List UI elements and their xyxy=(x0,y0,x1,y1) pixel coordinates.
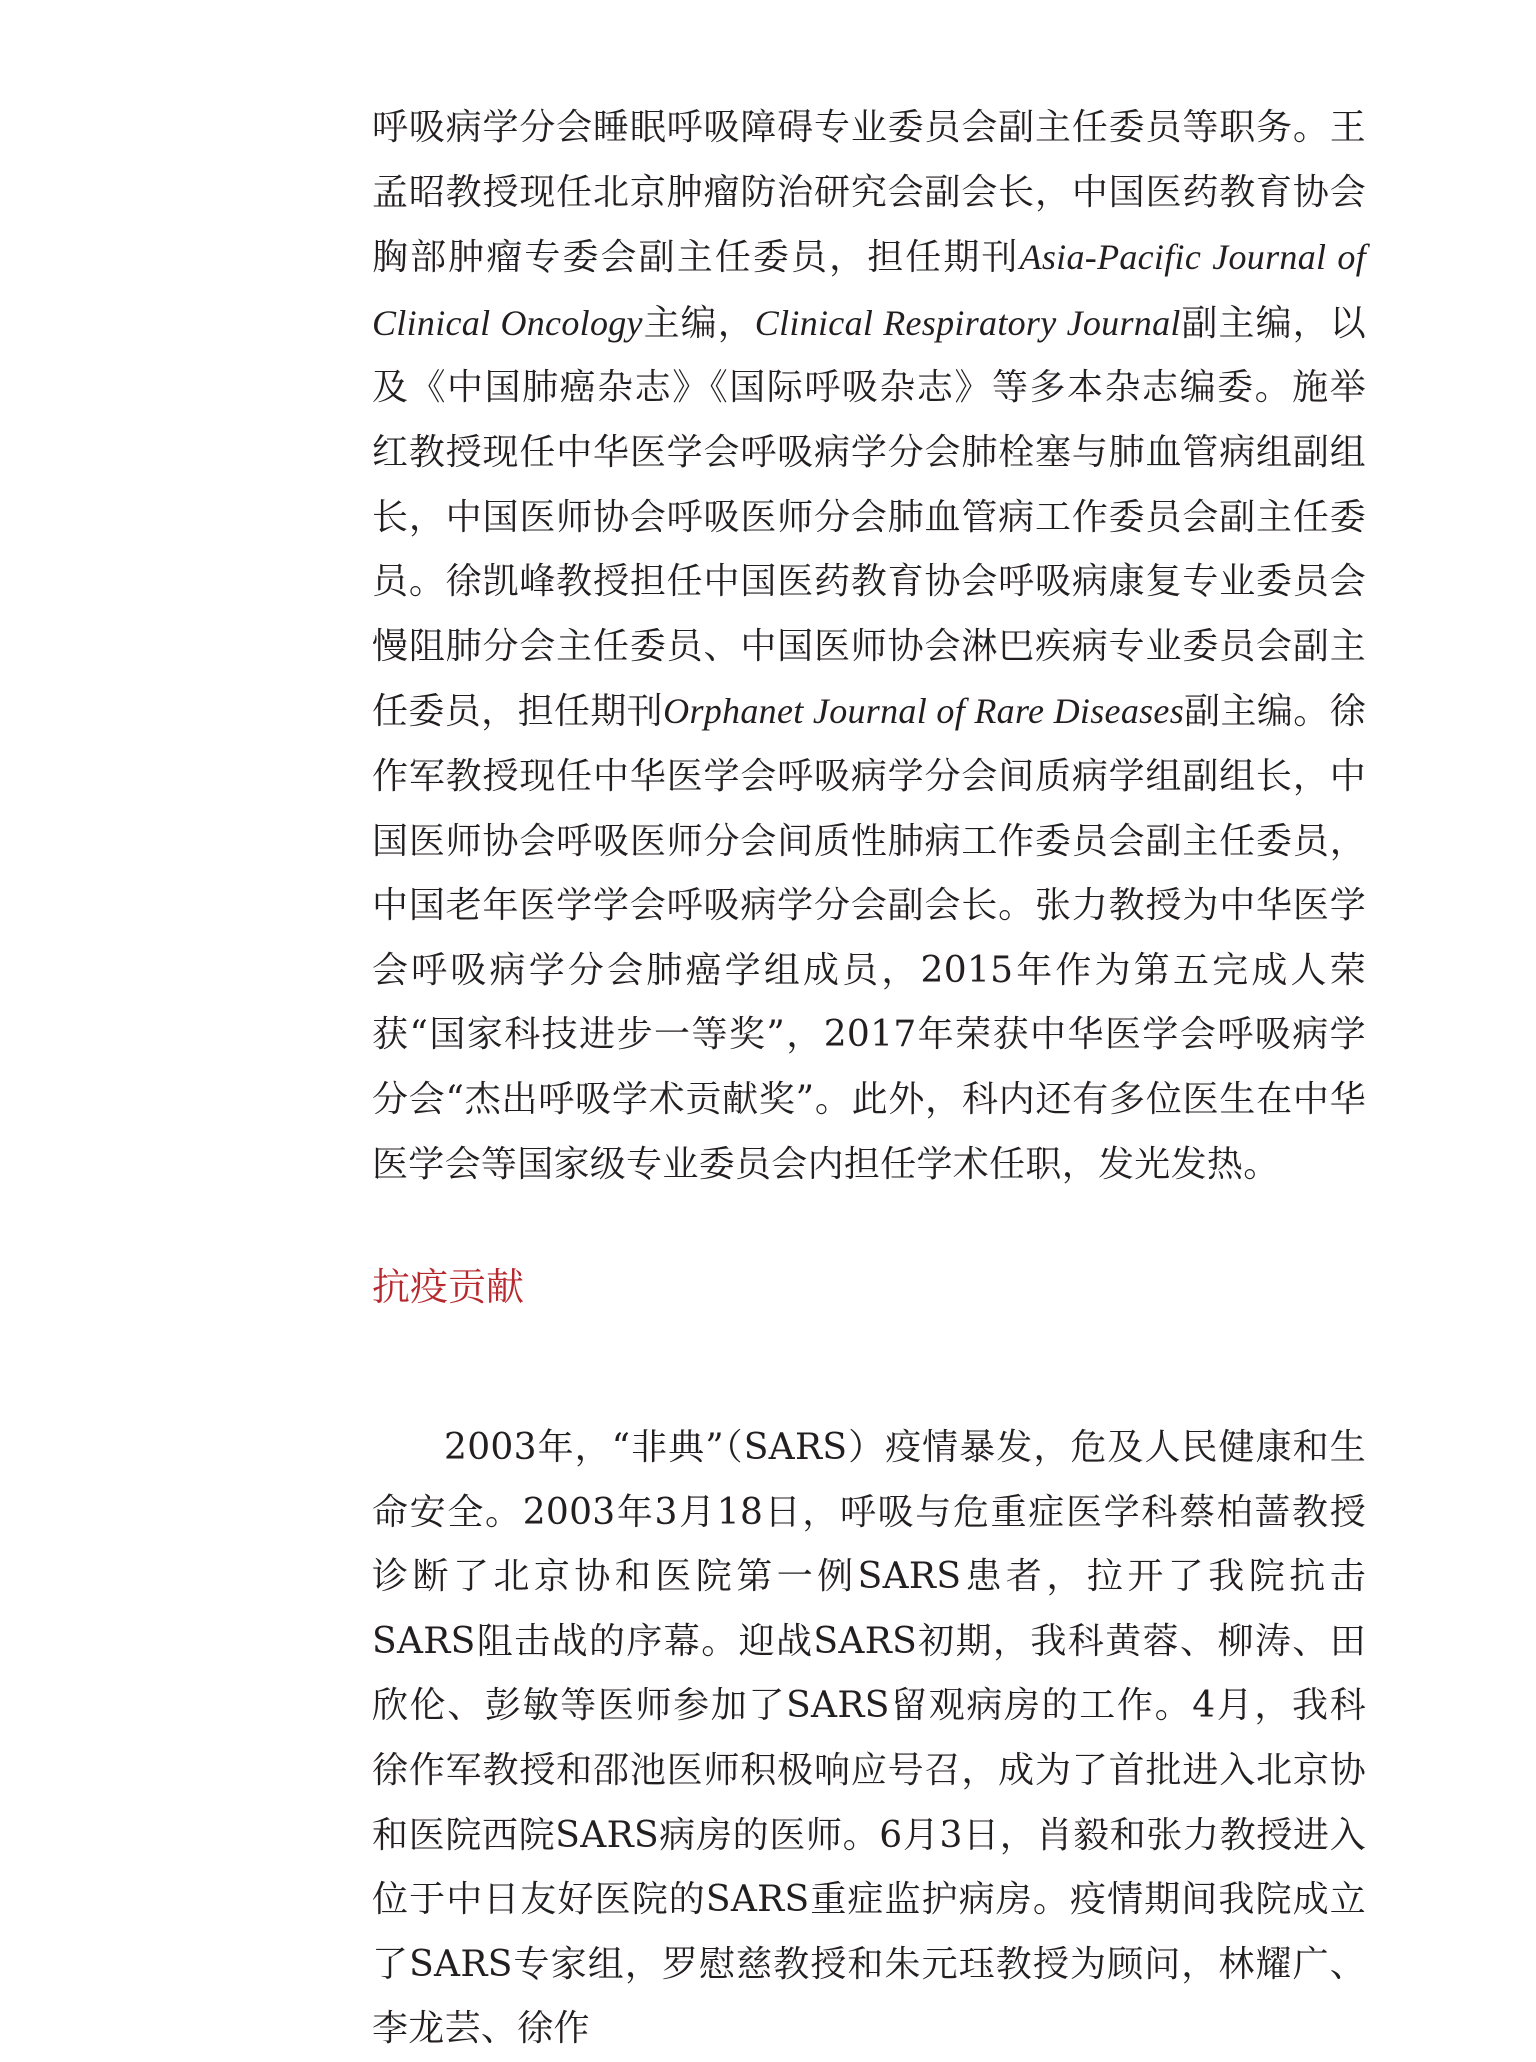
journal-title-orphanet: Orphanet Journal of Rare Diseases xyxy=(663,691,1185,732)
text-run: 主编， xyxy=(642,302,755,344)
body-paragraph-1 xyxy=(372,96,1366,1197)
journal-title-asia-pacific: Asia-Pacific Journal of Clinical Oncology xyxy=(372,237,1366,343)
section-heading: 抗疫贡献 xyxy=(372,1265,525,1309)
body-paragraph-2: 2003年，“非典”（SARS）疫情暴发，危及人民健康和生命安全。2003年3月18日，呼吸与危重症医学科蔡柏蔷教授诊断了北京协和医院第一例SARS患者，拉开了我院抗击SARS阻击战的序幕。迎战SARS初期，我科黄蓉、柳涛、田欣伦、彭敏等医师参加了SARS留观病房的工作。4月，我科徐作军教授和邵池医师积极响应号召，成为了首批进入北京协和医院西院SARS病房的医师。6月3日，肖毅和张力教授进入位于中日友好医院的SARS重症监护病房。疫情期间我院成立了SARS专家组，罗慰慈教授和朱元珏教授为顾问，林耀广、李龙芸、徐作 xyxy=(372,1427,1366,2050)
page-body xyxy=(372,96,1366,2050)
journal-title-clinical-respiratory: Clinical Respiratory Journal xyxy=(754,302,1181,343)
text-run: 副主编。徐作军教授现任中华医学会呼吸病学分会间质病学组副组长，中国医师协会呼吸医师分会间质性肺病工作委员会副主任委员，中国老年医学学会呼吸病学分会副会长。张力教授为中华医学会呼吸病学分会肺癌学组成员，2015年作为第五完成人荣获“国家科技进步一等奖”，2017年荣获中华医学会呼吸病学分会“杰出呼吸学术贡献奖”。此外，科内还有多位医生在中华医学会等国家级专业委员会内担任学术任职，发光发热。 xyxy=(372,691,1366,1185)
text-run: 副主编，以及《中国肺癌杂志》《国际呼吸杂志》等多本杂志编委。施举红教授现任中华医学会呼吸病学分会肺栓塞与肺血管病组副组长，中国医师协会呼吸医师分会肺血管病工作委员会副主任委员。徐凯峰教授担任中国医药教育协会呼吸病康复专业委员会慢阻肺分会主任委员、中国医师协会淋巴疾病专业委员会副主任委员，担任期刊 xyxy=(372,302,1366,733)
text-run: 呼吸病学分会睡眠呼吸障碍专业委员会副主任委员等职务。王孟昭教授现任北京肿瘤防治研究会副会长，中国医药教育协会胸部肿瘤专委会副主任委员，担任期刊 xyxy=(372,107,1366,279)
